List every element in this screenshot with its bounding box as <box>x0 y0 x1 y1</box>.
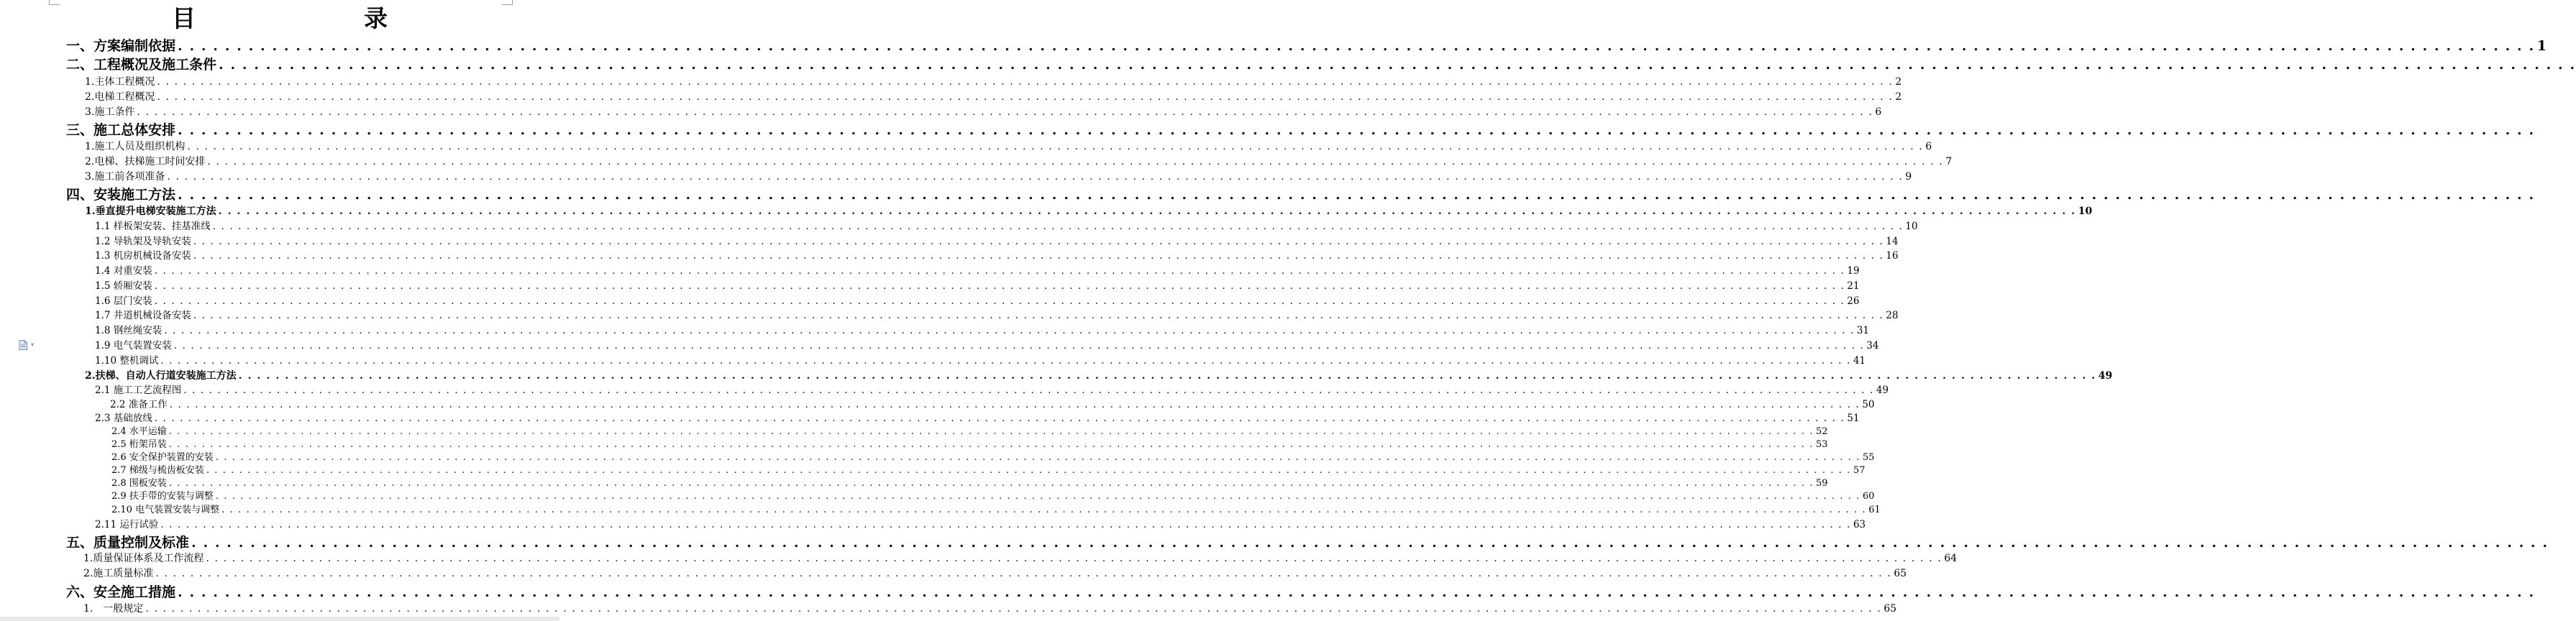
toc-leader-dots: . . . . . . . . . . . . . . . . . . . . . . . . . . . . . . . . . . . . . . . . . . . . . . . . . . . . . . . . . . . . . . . . . . . . . . . . . . . . . . . . . . . . . . . . . . . . . . . . . . . . . . . . . . . . . . . . . . . . . . . . . . . . . . . . . . . . . . . . . . . . . . . . . . . . . . . . . . . . . . . . . . . . . . . . . . . . . . . . . . . . . . . . . . . . . . . . . . . . . . . . <box>215 491 1861 502</box>
toc-entry-page: 49 <box>2098 370 2113 382</box>
toc-leader-dots: . . . . . . . . . . . . . . . . . . . . . . . . . . . . . . . . . . . . . . . . . . . . . . . . . . . . . . . . . . . . . . . . . . . . . . . . . . . . . . . . . . . . . . . . . . . . . . . . . . . . . . . . . . . . . . . . . . . . . . . . . . . . . . . . . . . . . . . . . . . . . . . . . . . . . . . . . . . . . . . . . . . . . . . . . . . . . . . . . . . . . . . . . . . . . . . . . . . . . . . . <box>178 38 2535 54</box>
toc-entry-label: 1. 一般规定 <box>83 603 144 615</box>
toc-entry-label: 1.1 样板架安装、挂基准线 <box>95 221 211 232</box>
toc-entry-label: 1.施工人员及组织机构 <box>85 141 186 152</box>
toc-entry-page: 7 <box>1945 156 1952 167</box>
toc-entry-label: 2.2 准备工作 <box>110 399 168 410</box>
toc-entry-label: 2.电梯、扶梯施工时间安排 <box>85 156 206 167</box>
toc-entry[interactable] <box>66 534 2549 551</box>
toc-entry-page: 34 <box>1866 340 1879 351</box>
toc-entry[interactable] <box>66 186 2535 203</box>
toc-entry[interactable] <box>111 438 1828 451</box>
toc-entry-label: 2.7 梯级与梳齿板安装 <box>111 465 204 476</box>
toc-entry-label: 1.主体工程概况 <box>85 76 155 88</box>
toc-entry[interactable] <box>110 397 1875 412</box>
toc-entry-page: 2 <box>1895 76 1902 88</box>
toc-leader-dots: . . . . . . . . . . . . . . . . . . . . . . . . . . . . . . . . . . . . . . . . . . . . . . . . . . . . . . . . . . . . . . . . . . . . . . . . . . . . . . . . . . . . . . . . . . . . . . . . . . . . . . . . . . . . . . . . . . . . . . . . . . . . . . . . . . . . . . . . . . . . . . . . . . . . . . . . . . . . . . . . . . . . . . . . . . . . . . . . . . . . . . . . . . . . . . . . . . . . . . . . <box>207 156 1944 167</box>
toc-entry-label: 2.1 施工工艺流程图 <box>95 385 182 396</box>
toc-entry-page: 6 <box>1875 106 1882 118</box>
toc-leader-dots: . . . . . . . . . . . . . . . . . . . . . . . . . . . . . . . . . . . . . . . . . . . . . . . . . . . . . . . . . . . . . . . . . . . . . . . . . . . . . . . . . . . . . . . . . . . . . . . . . . . . . . . . . . . . . . . . . . . . . . . . . . . . . . . . . . . . . . . . . . . . . . . . . . . . . . . . . . . . . . . . . . . . . . . . . . . . . . . . . . . . . . . . . . . . . . . . . . . . . . . . <box>221 505 1867 515</box>
toc-entry-label: 1.垂直提升电梯安装施工方法 <box>85 206 216 217</box>
toc-entry-page: 61 <box>1868 505 1881 515</box>
toc-leader-dots: . . . . . . . . . . . . . . . . . . . . . . . . . . . . . . . . . . . . . . . . . . . . . . . . . . . . . . . . . . . . . . . . . . . . . . . . . . . . . . . . . . . . . . . . . . . . . . . . . . . . . . . . . . . . . . . . . . . . . . . . . . . . . . . . . . . . . . . . . . . . . . . . . . . . . . . . . . . . . . . . . . . . . . . . . . . . . . . . . . . . . . . . . . . . . . . . . . . . . . . . <box>173 340 1865 351</box>
toc-entry-page: 28 <box>1886 310 1899 321</box>
toc-leader-dots: . . . . . . . . . . . . . . . . . . . . . . . . . . . . . . . . . . . . . . . . . . . . . . . . . . . . . . . . . . . . . . . . . . . . . . . . . . . . . . . . . . . . . . . . . . . . . . . . . . . . . . . . . . . . . . . . . . . . . . . . . . . . . . . . . . . . . . . . . . . . . . . . . . . . . . . . . . . . . . . . . . . . . . . . . . . . . . . . . . . . . . . . . . . . . . . . . . . . . . . . <box>206 465 1852 476</box>
toc-entry-page: 16 <box>1886 250 1899 262</box>
paste-options-icon[interactable] <box>19 340 27 350</box>
toc-entry-page: 55 <box>1863 452 1875 463</box>
toc-leader-dots: . . . . . . . . . . . . . . . . . . . . . . . . . . . . . . . . . . . . . . . . . . . . . . . . . . . . . . . . . . . . . . . . . . . . . . . . . . . . . . . . . . . . . . . . . . . . . . . . . . . . . . . . . . . . . . . . . . . . . . . . . . . . . . . . . . . . . . . . . . . . . . . . . . . . . . . . . . . . . . . . . . . . . . . . . . . . . . . . . . . . . . . . . . . . . . . . . . . . . . . . <box>154 280 1845 292</box>
toc-entry-page: 10 <box>1905 221 1918 232</box>
toc-leader-dots: . . . . . . . . . . . . . . . . . . . . . . . . . . . . . . . . . . . . . . . . . . . . . . . . . . . . . . . . . . . . . . . . . . . . . . . . . . . . . . . . . . . . . . . . . . . . . . . . . . . . . . . . . . . . . . . . . . . . . . . . . . . . . . . . . . . . . . . . . . . . . . . . . . . . . . . . . . . . . . . . . . . . . . . . . . . . . . . . . . . . . . . . . . . . . . . . . . . . . . . . <box>157 76 1894 88</box>
toc-entry[interactable] <box>95 339 1879 353</box>
toc-leader-dots: . . . . . . . . . . . . . . . . . . . . . . . . . . . . . . . . . . . . . . . . . . . . . . . . . . . . . . . . . . . . . . . . . . . . . . . . . . . . . . . . . . . . . . . . . . . . . . . . . . . . . . . . . . . . . . . . . . . . . . . . . . . . . . . . . . . . . . . . . . . . . . . . . . . . . . . . . . . . . . . . . . . . . . . . . . . . . . . . . . . . . . . . . . . . . . . . . . . . . . . . <box>164 325 1855 336</box>
toc-entry-page: 50 <box>1862 399 1875 410</box>
toc-leader-dots: . . . . . . . . . . . . . . . . . . . . . . . . . . . . . . . . . . . . . . . . . . . . . . . . . . . . . . . . . . . . . . . . . . . . . . . . . . . . . . . . . . . . . . . . . . . . . . . . . . . . . . . . . . . . . . . . . . . . . . . . . . . . . . . . . . . . . . . . . . . . . . . . . . . . . . . . . . . . . . . . . . . . . . . . . . . . . . . . . . . . . . . . . . . . . . . . . . . . . . . . <box>168 426 1814 437</box>
toc-leader-dots: . . . . . . . . . . . . . . . . . . . . . . . . . . . . . . . . . . . . . . . . . . . . . . . . . . . . . . . . . . . . . . . . . . . . . . . . . . . . . . . . . . . . . . . . . . . . . . . . . . . . . . . . . . . . . . . . . . . . . . . . . . . . . . . . . . . . . . . . . . . . . . . . . . . . . . . . . . . . . . . . . . . . . . . . . . . . . . . . . . . . . . . . . . . . . . . . . . . . . . . . <box>178 122 2535 138</box>
toc-leader-dots: . . . . . . . . . . . . . . . . . . . . . . . . . . . . . . . . . . . . . . . . . . . . . . . . . . . . . . . . . . . . . . . . . . . . . . . . . . . . . . . . . . . . . . . . . . . . . . . . . . . . . . . . . . . . . . . . . . . . . . . . . . . . . . . . . . . . . . . . . . . . . . . . . . . . . . . . . . . . . . . . . . . . . . . . . . . . . . . . . . . . . . . . . . . . . . . . . . . . . . . . <box>193 236 1884 247</box>
toc-entry-page: 6 <box>1925 141 1932 152</box>
toc-entry-label: 2.扶梯、自动人行道安装施工方法 <box>85 370 237 382</box>
toc-entry-page: 9 <box>1905 171 1912 183</box>
toc-entry[interactable] <box>95 323 1870 338</box>
toc-entry[interactable] <box>111 504 1881 517</box>
toc-entry[interactable] <box>95 354 1866 368</box>
toc-leader-dots: . . . . . . . . . . . . . . . . . . . . . . . . . . . . . . . . . . . . . . . . . . . . . . . . . . . . . . . . . . . . . . . . . . . . . . . . . . . . . . . . . . . . . . . . . . . . . . . . . . . . . . . . . . . . . . . . . . . . . . . . . . . . . . . . . . . . . . . . . . . . . . . . . . . . . . . . . . . . . . . . . . . . . . . . . . . . . . . . . . . . . . . . . . . . . . . . . . . . . . . . <box>193 310 1884 321</box>
toc-entry[interactable] <box>111 490 1875 503</box>
toc-entry-label: 1.4 对重安装 <box>95 265 152 277</box>
toc-leader-dots: . . . . . . . . . . . . . . . . . . . . . . . . . . . . . . . . . . . . . . . . . . . . . . . . . . . . . . . . . . . . . . . . . . . . . . . . . . . . . . . . . . . . . . . . . . . . . . . . . . . . . . . . . . . . . . . . . . . . . . . . . . . . . . . . . . . . . . . . . . . . . . . . . . . . . . . . . . . . . . . . . . . . . . . . . . . . . . . . . . . . . . . . . . . . . . . . . . . . . . . . <box>145 603 1882 615</box>
toc-entry-label: 1.10 整机调试 <box>95 355 159 367</box>
toc-entry[interactable] <box>95 518 1866 532</box>
toc-entry-label: 六、安全施工措施 <box>66 584 176 600</box>
toc-entry-page: 31 <box>1856 325 1870 336</box>
toc-entry-label: 2.9 扶手带的安装与调整 <box>111 491 214 502</box>
toc-entry-page: 65 <box>1894 568 1907 579</box>
toc-entry-page: 53 <box>1816 439 1828 450</box>
toc-leader-dots: . . . . . . . . . . . . . . . . . . . . . . . . . . . . . . . . . . . . . . . . . . . . . . . . . . . . . . . . . . . . . . . . . . . . . . . . . . . . . . . . . . . . . . . . . . . . . . . . . . . . . . . . . . . . . . . . . . . . . . . . . . . . . . . . . . . . . . . . . . . . . . . . . . . . . . . . . . . . . . . . . . . . . . . . . . . . . . . . . . . . . . . . . . . . . . . . . . . . . . . . <box>183 385 1874 396</box>
toc-entry[interactable] <box>83 566 1907 581</box>
paste-options-caret-icon[interactable]: ▾ <box>31 341 35 348</box>
toc-entry[interactable] <box>95 308 1899 323</box>
toc-leader-dots: . . . . . . . . . . . . . . . . . . . . . . . . . . . . . . . . . . . . . . . . . . . . . . . . . . . . . . . . . . . . . . . . . . . . . . . . . . . . . . . . . . . . . . . . . . . . . . . . . . . . . . . . . . . . . . . . . . . . . . . . . . . . . . . . . . . . . . . . . . . . . . . . . . . . . . . . . . . . . . . . . . . . . . . . . . . . . . . . . . . . . . . . . . . . . . . . . . . . . . . . <box>155 568 1892 579</box>
toc-entry-label: 1.质量保证体系及工作流程 <box>83 553 204 564</box>
toc-entry-page: 49 <box>1876 385 1889 396</box>
toc-entry-label: 2.6 安全保护装置的安装 <box>111 452 214 463</box>
toc-leader-dots: . . . . . . . . . . . . . . . . . . . . . . . . . . . . . . . . . . . . . . . . . . . . . . . . . . . . . . . . . . . . . . . . . . . . . . . . . . . . . . . . . . . . . . . . . . . . . . . . . . . . . . . . . . . . . . . . . . . . . . . . . . . . . . . . . . . . . . . . . . . . . . . . . . . . . . . . . . . . . . . . . . . . . . . . . . . . . . . . . . . . . . . . . . . . . . . . . . . . . . . . <box>154 413 1845 424</box>
toc-entry-label: 1.5 轿厢安装 <box>95 280 152 292</box>
toc-entry[interactable] <box>85 170 1912 184</box>
toc-entry[interactable] <box>111 477 1828 490</box>
toc-entry[interactable] <box>111 464 1865 477</box>
toc-entry-page: 41 <box>1853 355 1866 367</box>
toc-entry-page: 10 <box>2078 206 2093 217</box>
toc-leader-dots: . . . . . . . . . . . . . . . . . . . . . . . . . . . . . . . . . . . . . . . . . . . . . . . . . . . . . . . . . . . . . . . . . . . . . . . . . . . . . . . . . . . . . . . . . . . . . . . . . . . . . . . . . . . . . . . . . . . . . . . . . . . . . . . . . . . . . . . . . . . . . . . . . . . . . . . . . . . . . . . . . . . . . . . . . . . . . . . . . . . . . . . . . . . . . . . . . . . . . . . . <box>219 57 2576 73</box>
toc-entry-page: 2 <box>1895 91 1902 103</box>
toc-leader-dots: . . . . . . . . . . . . . . . . . . . . . . . . . . . . . . . . . . . . . . . . . . . . . . . . . . . . . . . . . . . . . . . . . . . . . . . . . . . . . . . . . . . . . . . . . . . . . . . . . . . . . . . . . . . . . . . . . . . . . . . . . . . . . . . . . . . . . . . . . . . . . . . . . . . . . . . . . . . . . . . . . . . . . . . . . . . . . . . . . . . . . . . . . . . . . . . . . . . . . . . . <box>215 452 1861 463</box>
toc-entry[interactable] <box>95 264 1860 278</box>
toc-entry[interactable] <box>111 451 1875 464</box>
toc-entry-label: 四、安装施工方法 <box>66 187 176 203</box>
toc-leader-dots: . . . . . . . . . . . . . . . . . . . . . . . . . . . . . . . . . . . . . . . . . . . . . . . . . . . . . . . . . . . . . . . . . . . . . . . . . . . . . . . . . . . . . . . . . . . . . . . . . . . . . . . . . . . . . . . . . . . . . . . . . . . . . . . . . . . . . . . . . . . . . . . . . . . . . . . . . . . . . . . . . . . . . . . . . . . . . . . . . . . . . . . . . . . . . . . . . . . . . . . . <box>169 399 1860 410</box>
toc-leader-dots: . . . . . . . . . . . . . . . . . . . . . . . . . . . . . . . . . . . . . . . . . . . . . . . . . . . . . . . . . . . . . . . . . . . . . . . . . . . . . . . . . . . . . . . . . . . . . . . . . . . . . . . . . . . . . . . . . . . . . . . . . . . . . . . . . . . . . . . . . . . . . . . . . . . . . . . . . . . . . . . . . . . . . . . . . . . . . . . . . . . . . . . . . . . . . . . . . . . . . . . . <box>187 141 1924 152</box>
toc-leader-dots: . . . . . . . . . . . . . . . . . . . . . . . . . . . . . . . . . . . . . . . . . . . . . . . . . . . . . . . . . . . . . . . . . . . . . . . . . . . . . . . . . . . . . . . . . . . . . . . . . . . . . . . . . . . . . . . . . . . . . . . . . . . . . . . . . . . . . . . . . . . . . . . . . . . . . . . . . . . . . . . . . . . . . . . . . . . . . . . . . . . . . . . . . . . . . . . . . . . . . . . . <box>178 584 2535 600</box>
toc-entry[interactable] <box>95 279 1860 293</box>
toc-entry[interactable] <box>95 411 1860 426</box>
toc-entry[interactable] <box>95 294 1860 308</box>
toc-leader-dots: . . . . . . . . . . . . . . . . . . . . . . . . . . . . . . . . . . . . . . . . . . . . . . . . . . . . . . . . . . . . . . . . . . . . . . . . . . . . . . . . . . . . . . . . . . . . . . . . . . . . . . . . . . . . . . . . . . . . . . . . . . . . . . . . . . . . . . . . . . . . . . . . . . . . . . . . . . . . . . . . . . . . . . . . . . . . . . . . . . . . . . . . . . . . . . . . . . . . . . . . <box>206 553 1942 564</box>
toc-entry-label: 1.6 层门安装 <box>95 295 152 307</box>
toc-entry-page: 57 <box>1853 465 1865 476</box>
toc-entry[interactable] <box>83 602 1897 616</box>
window-bottom-edge <box>0 617 559 621</box>
toc-leader-dots: . . . . . . . . . . . . . . . . . . . . . . . . . . . . . . . . . . . . . . . . . . . . . . . . . . . . . . . . . . . . . . . . . . . . . . . . . . . . . . . . . . . . . . . . . . . . . . . . . . . . . . . . . . . . . . . . . . . . . . . . . . . . . . . . . . . . . . . . . . . . . . . . . . . . . . . . . . . . . . . . . . . . . . . . . . . . . . . . . . . . . . . . . . . . . . . . . . . . . . . . <box>193 250 1884 262</box>
toc-entry[interactable] <box>85 204 2093 218</box>
toc-leader-dots: . . . . . . . . . . . . . . . . . . . . . . . . . . . . . . . . . . . . . . . . . . . . . . . . . . . . . . . . . . . . . . . . . . . . . . . . . . . . . . . . . . . . . . . . . . . . . . . . . . . . . . . . . . . . . . . . . . . . . . . . . . . . . . . . . . . . . . . . . . . . . . . . . . . . . . . . . . . . . . . . . . . . . . . . . . . . . . . . . . . . . . . . . . . . . . . . . . . . . . . . <box>168 439 1814 450</box>
toc-entry-label: 1.2 导轨架及导轨安装 <box>95 236 191 247</box>
toc-entry-page: 60 <box>1863 491 1875 502</box>
toc-entry-label: 五、质量控制及标准 <box>66 535 190 551</box>
toc-entry[interactable] <box>66 37 2547 55</box>
toc-leader-dots: . . . . . . . . . . . . . . . . . . . . . . . . . . . . . . . . . . . . . . . . . . . . . . . . . . . . . . . . . . . . . . . . . . . . . . . . . . . . . . . . . . . . . . . . . . . . . . . . . . . . . . . . . . . . . . . . . . . . . . . . . . . . . . . . . . . . . . . . . . . . . . . . . . . . . . . . . . . . . . . . . . . . . . . . . . . . . . . . . . . . . . . . . . . . . . . . . . . . . . . . <box>168 478 1814 489</box>
toc-leader-dots: . . . . . . . . . . . . . . . . . . . . . . . . . . . . . . . . . . . . . . . . . . . . . . . . . . . . . . . . . . . . . . . . . . . . . . . . . . . . . . . . . . . . . . . . . . . . . . . . . . . . . . . . . . . . . . . . . . . . . . . . . . . . . . . . . . . . . . . . . . . . . . . . . . . . . . . . . . . . . . . . . . . . . . . . . . . . . . . . . . . . . . . . . . . . . . . . . . . . . . . . <box>137 106 1873 118</box>
toc-leader-dots: . . . . . . . . . . . . . . . . . . . . . . . . . . . . . . . . . . . . . . . . . . . . . . . . . . . . . . . . . . . . . . . . . . . . . . . . . . . . . . . . . . . . . . . . . . . . . . . . . . . . . . . . . . . . . . . . . . . . . . . . . . . . . . . . . . . . . . . . . . . . . . . . . . . . . . . . . . . . . . . . . . . . . . . . . . . . . . . . . . . . . . . . . . . . . . . . . . . . . . . . <box>191 535 2549 551</box>
toc-entry-label: 二、工程概况及施工条件 <box>66 57 217 73</box>
toc-entry[interactable] <box>83 551 1958 566</box>
toc-entry-label: 3.施工前各项准备 <box>85 171 165 183</box>
toc-entry-label: 1.8 钢丝绳安装 <box>95 325 163 336</box>
toc-leader-dots: . . . . . . . . . . . . . . . . . . . . . . . . . . . . . . . . . . . . . . . . . . . . . . . . . . . . . . . . . . . . . . . . . . . . . . . . . . . . . . . . . . . . . . . . . . . . . . . . . . . . . . . . . . . . . . . . . . . . . . . . . . . . . . . . . . . . . . . . . . . . . . . . . . . . . . . . . . . . . . . . . . . . . . . . . . . . . . . . . . . . . . . . . . . . . . . . . . . . . . . . <box>157 91 1894 103</box>
toc-entry[interactable] <box>85 75 1902 89</box>
toc-entry-label: 3.施工条件 <box>85 106 135 118</box>
toc-title: 目 录 <box>172 4 428 32</box>
toc-leader-dots: . . . . . . . . . . . . . . . . . . . . . . . . . . . . . . . . . . . . . . . . . . . . . . . . . . . . . . . . . . . . . . . . . . . . . . . . . . . . . . . . . . . . . . . . . . . . . . . . . . . . . . . . . . . . . . . . . . . . . . . . . . . . . . . . . . . . . . . . . . . . . . . . . . . . . . . . . . . . . . . . . . . . . . . . . . . . . . . . . . . . . . . . . . . . . . . . . . . . . . . . <box>212 221 1904 232</box>
toc-entry-page: 52 <box>1816 426 1828 437</box>
toc-entry-label: 1.3 机房机械设备安装 <box>95 250 191 262</box>
toc-leader-dots: . . . . . . . . . . . . . . . . . . . . . . . . . . . . . . . . . . . . . . . . . . . . . . . . . . . . . . . . . . . . . . . . . . . . . . . . . . . . . . . . . . . . . . . . . . . . . . . . . . . . . . . . . . . . . . . . . . . . . . . . . . . . . . . . . . . . . . . . . . . . . . . . . . . . . . . . . . . . . . . . . . . . . . . . . . . . . . . . . . . . . . . . . . . . . . . . . . . . . . . . <box>160 355 1851 367</box>
toc-entry[interactable] <box>66 584 2535 601</box>
toc-entry[interactable] <box>66 56 2576 73</box>
toc-entry[interactable] <box>85 369 2113 383</box>
toc-entry-label: 2.4 水平运输 <box>111 426 167 437</box>
toc-entry-label: 一、方案编制依据 <box>66 38 176 54</box>
toc-entry[interactable] <box>95 219 1918 234</box>
toc-entry-label: 2.10 电气装置安装与调整 <box>111 505 220 515</box>
toc-entry[interactable] <box>95 249 1899 263</box>
toc-entry-page: 59 <box>1816 478 1828 489</box>
toc-entry[interactable] <box>66 121 2535 139</box>
toc-entry-page: 64 <box>1944 553 1958 564</box>
toc-entry-label: 2.电梯工程概况 <box>85 91 155 103</box>
toc-entry-page: 21 <box>1847 280 1860 292</box>
toc-entry-label: 2.8 围板安装 <box>111 478 167 489</box>
toc-leader-dots: . . . . . . . . . . . . . . . . . . . . . . . . . . . . . . . . . . . . . . . . . . . . . . . . . . . . . . . . . . . . . . . . . . . . . . . . . . . . . . . . . . . . . . . . . . . . . . . . . . . . . . . . . . . . . . . . . . . . . . . . . . . . . . . . . . . . . . . . . . . . . . . . . . . . . . . . . . . . . . . . . . . . . . . . . . . . . . . . . . . . . . . . . . . . . . . . . . . . . . . . <box>218 206 2076 217</box>
toc-entry[interactable] <box>85 139 1932 154</box>
toc-entry-label: 2.施工质量标准 <box>83 568 154 579</box>
toc-entry-page: 63 <box>1853 519 1866 530</box>
toc-leader-dots: . . . . . . . . . . . . . . . . . . . . . . . . . . . . . . . . . . . . . . . . . . . . . . . . . . . . . . . . . . . . . . . . . . . . . . . . . . . . . . . . . . . . . . . . . . . . . . . . . . . . . . . . . . . . . . . . . . . . . . . . . . . . . . . . . . . . . . . . . . . . . . . . . . . . . . . . . . . . . . . . . . . . . . . . . . . . . . . . . . . . . . . . . . . . . . . . . . . . . . . . <box>167 171 1904 183</box>
toc-entry-page: 65 <box>1883 603 1897 615</box>
toc-entry[interactable] <box>85 155 1952 169</box>
toc-entry-page: 14 <box>1886 236 1899 247</box>
toc-leader-dots: . . . . . . . . . . . . . . . . . . . . . . . . . . . . . . . . . . . . . . . . . . . . . . . . . . . . . . . . . . . . . . . . . . . . . . . . . . . . . . . . . . . . . . . . . . . . . . . . . . . . . . . . . . . . . . . . . . . . . . . . . . . . . . . . . . . . . . . . . . . . . . . . . . . . . . . . . . . . . . . . . . . . . . . . . . . . . . . . . . . . . . . . . . . . . . . . . . . . . . . . <box>154 265 1845 277</box>
toc-entry[interactable] <box>95 234 1899 249</box>
toc-entry-label: 2.11 运行试验 <box>95 519 159 530</box>
toc-entry[interactable] <box>95 383 1889 397</box>
toc-entry-page: 1 <box>2536 38 2547 54</box>
toc-leader-dots: . . . . . . . . . . . . . . . . . . . . . . . . . . . . . . . . . . . . . . . . . . . . . . . . . . . . . . . . . . . . . . . . . . . . . . . . . . . . . . . . . . . . . . . . . . . . . . . . . . . . . . . . . . . . . . . . . . . . . . . . . . . . . . . . . . . . . . . . . . . . . . . . . . . . . . . . . . . . . . . . . . . . . . . . . . . . . . . . . . . . . . . . . . . . . . . . . . . . . . . . <box>154 295 1845 307</box>
toc-entry-label: 2.5 桁架吊装 <box>111 439 167 450</box>
toc-entry-label: 1.7 井道机械设备安装 <box>95 310 191 321</box>
toc-entry-label: 2.3 基础放线 <box>95 413 152 424</box>
toc-entry[interactable] <box>85 90 1902 104</box>
toc-leader-dots: . . . . . . . . . . . . . . . . . . . . . . . . . . . . . . . . . . . . . . . . . . . . . . . . . . . . . . . . . . . . . . . . . . . . . . . . . . . . . . . . . . . . . . . . . . . . . . . . . . . . . . . . . . . . . . . . . . . . . . . . . . . . . . . . . . . . . . . . . . . . . . . . . . . . . . . . . . . . . . . . . . . . . . . . . . . . . . . . . . . . . . . . . . . . . . . . . . . . . . . . <box>178 187 2535 203</box>
toc-entry[interactable] <box>85 105 1882 119</box>
toc-entry-label: 三、施工总体安排 <box>66 122 176 138</box>
toc-entry-page: 26 <box>1847 295 1860 307</box>
toc-entry[interactable] <box>111 426 1828 438</box>
toc-leader-dots: . . . . . . . . . . . . . . . . . . . . . . . . . . . . . . . . . . . . . . . . . . . . . . . . . . . . . . . . . . . . . . . . . . . . . . . . . . . . . . . . . . . . . . . . . . . . . . . . . . . . . . . . . . . . . . . . . . . . . . . . . . . . . . . . . . . . . . . . . . . . . . . . . . . . . . . . . . . . . . . . . . . . . . . . . . . . . . . . . . . . . . . . . . . . . . . . . . . . . . . . <box>160 519 1851 530</box>
toc-entry-page: 19 <box>1847 265 1860 277</box>
toc-leader-dots: . . . . . . . . . . . . . . . . . . . . . . . . . . . . . . . . . . . . . . . . . . . . . . . . . . . . . . . . . . . . . . . . . . . . . . . . . . . . . . . . . . . . . . . . . . . . . . . . . . . . . . . . . . . . . . . . . . . . . . . . . . . . . . . . . . . . . . . . . . . . . . . . . . . . . . . . . . . . . . . . . . . . . . . . . . . . . . . . . . . . . . . . . . . . . . . . . . . . . . . . <box>238 370 2096 382</box>
toc-entry-page: 51 <box>1847 413 1860 424</box>
toc-entry-label: 1.9 电气装置安装 <box>95 340 172 351</box>
